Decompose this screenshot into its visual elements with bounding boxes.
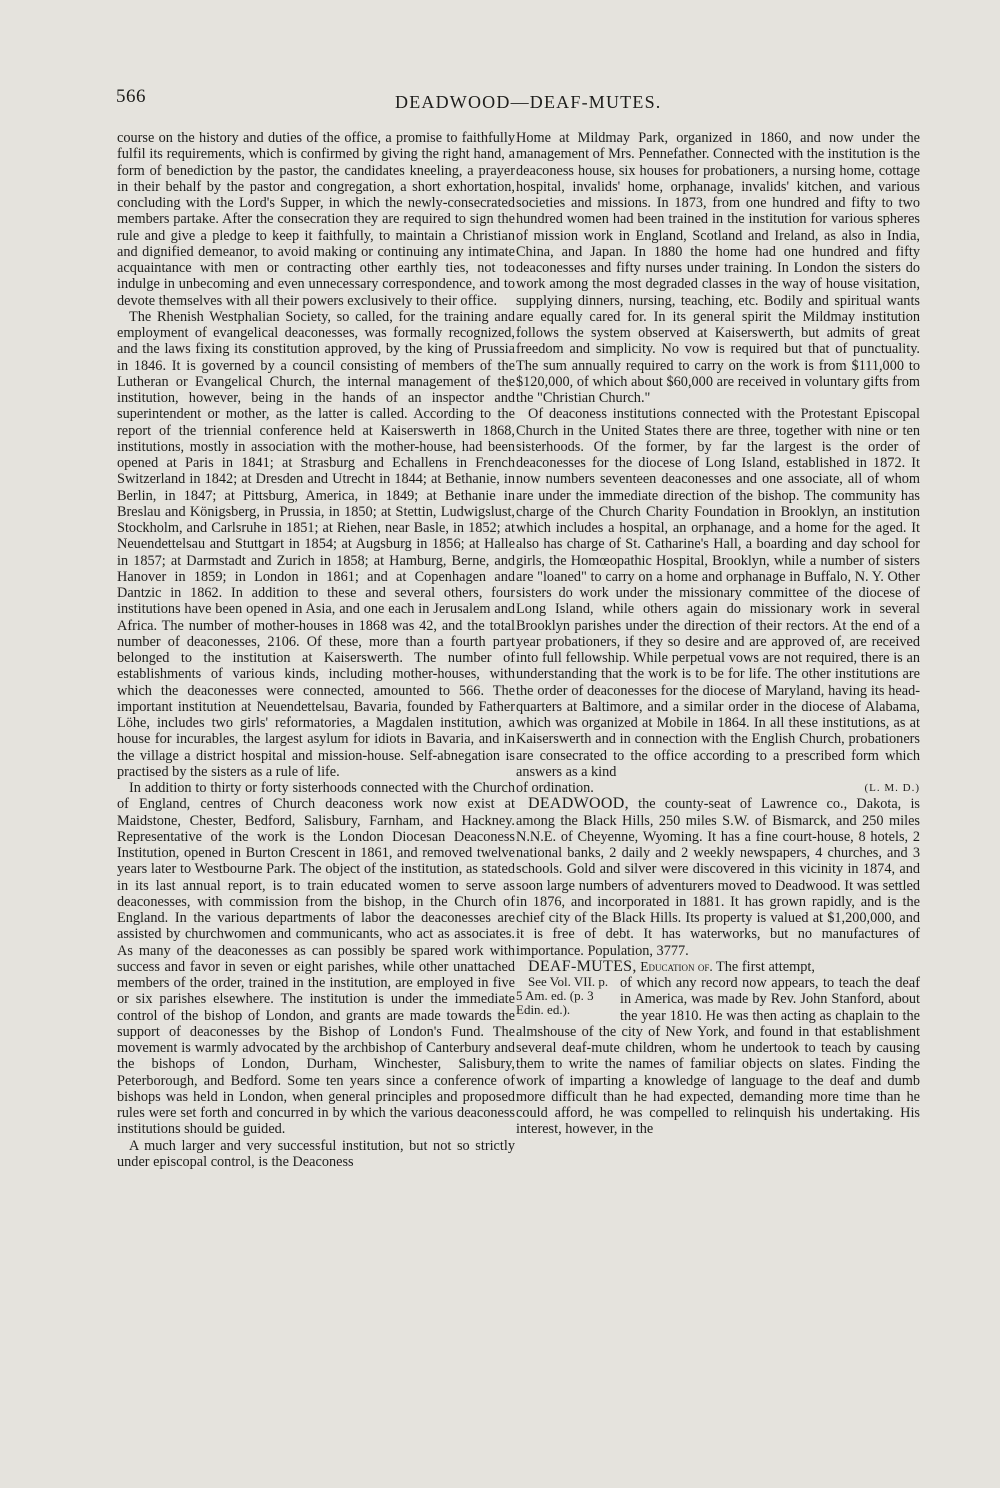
entry-deadwood <box>516 796 920 959</box>
author-signature: (L. M. D.) <box>864 782 920 794</box>
running-title: DEADWOOD—DEAF-MUTES. <box>395 92 662 112</box>
entry-heading: DEADWOOD, <box>528 795 629 813</box>
entry-heading: DEAF-MUTES, <box>528 957 637 975</box>
paragraph: The Rhenish Westphalian Society, so called, for the training and employment of evangelical deaconesses, was formally recognized, and the laws fixing its constitution approved, by the king of Prussia in 1846. It is governed by a council consisting of members of the Lutheran or Evangelical Church, the internal management of the institution, however, being in the hands of an inspector and superintendent or mother, as the latter is called. According to the report of the triennial conference held at Kaiserswerth in 1868, institutions, mostly in association with the mother-house, had been opened at Paris in 1841; at Strasburg and Echallens in French Switzerland in 1842; at Dresden and Utrecht in 1844; at Bethanie, in Berlin, in 1847; at Pittsburg, America, in 1849; at Bethanie in Breslau and Königsberg, in Prussia, in 1850; at Stettin, Ludwigslust, Stockholm, and Carlsruhe in 1851; at Riehen, near Basle, in 1852; at Neuendettelsau and Stuttgart in 1854; at Augsburg in 1856; at Halle in 1857; at Darmstadt and Zurich in 1858; at Hamburg, Berne, and Hanover in 1859; in London in 1861; and at Copenhagen and Dantzic in 1862. In addition to these and several others, four institutions have been opened in Asia, and one each in Jerusalem and Africa. The number of mother-houses in 1868 was 42, and the total number of deaconesses, 2106. Of these, more than a fourth part belonged to the institution at Kaiserswerth. The number of establishments of various kinds, including mother-houses, with which the deaconesses were connected, amounted to 566. The important institution at Neuendettelsau, Bavaria, founded by Father Löhe, includes two girls' reformatories, a Magdalen institution, a house for incurables, the largest asylum for idiots in Bavaria, and in the village a district hospital and mission-house. Self-abnegation is practised by the sisters as a rule of life. <box>117 308 515 780</box>
ordination-line <box>516 780 920 796</box>
paragraph: Of deaconess institutions connected with the Protestant Episcopal Church in the United States there are three, together with nine or ten sisterhoods. Of the former, by far the largest is the order of deaconesses for the diocese of Long Island, established in 1872. It now numbers seventeen deaconesses and one associate, all of whom are under the immediate direction of the bishop. The community has charge of the Church Charity Foundation in Brooklyn, an institution which includes a hospital, an orphanage, and a home for the aged. It also has charge of St. Catharine's Hall, a boarding and day school for girls, the Homœopathic Hospital, Brooklyn, while a number of sisters are "loaned" to carry on a home and orphanage in Buffalo, N. Y. Other sisters do work under the missionary committee of the diocese of Long Island, while others again do missionary work in several Brooklyn parishes under the direction of their rectors. At the end of a year probationers, if they so desire and are approved of, are received into full fellowship. While perpetual vows are not required, there is an understanding that the work is to be for life. The other institutions are the order of deaconesses for the diocese of Maryland, having its head-quarters at Baltimore, and a similar order in the diocese of Alabama, which was organized at Mobile in 1864. In all these institutions, as at Kaiserswerth and in connection with the English Church, probationers are consecrated to the office according to a prescribed form which answers as a kind <box>516 406 920 780</box>
margin-note: See Vol. VII. p. 5 Am. ed. (p. 3 Edin. ed.). <box>516 974 609 1018</box>
paragraph: Home at Mildmay Park, organized in 1860, and now under the management of Mrs. Pennefather. Connected with the institution is the deaconess house, six houses for probationers, a nursing home, cottage hospital, invalids' home, orphanage, invalids' kitchen, and various societies and missions. In 1873, from one hundred and fifty to two hundred women had been trained in the institution for various spheres of mission work in England, Scotland and Ireland, as also in India, China, and Japan. In 1880 the home had one hundred and fifty deaconesses and fifty nurses under training. In London the sisters do work among the most degraded classes in the way of house visitation, supplying dinners, nursing, teaching, etc. Bodily and spiritual wants are equally cared for. In its general spirit the Mildmay institution follows the system observed at Kaiserswerth, but admits of great freedom and simplicity. No vow is required but that of punctuality. The sum annually required to carry on the work is from $111,000 to $120,000, of which about $60,000 are received in voluntary gifts from the "Christian Church." <box>516 130 920 406</box>
paragraph: In addition to thirty or forty sisterhoods connected with the Church of England, centres of Church deaconess work now exist at Maidstone, Chester, Bedford, Salisbury, Farnham, and Hackney. Representative of the work is the London Diocesan Deaconess Institution, opened in Burton Crescent in 1861, and removed twelve years later to Westbourne Park. The object of the institution, as stated in its last annual report, is to train educated women to serve as deaconesses, with commission from the bishop, in the Church of England. In the various departments of labor the deaconesses are assisted by churchwomen and communicants, who act as associates. As many of the deaconesses as can possibly be spared work with success and favor in seven or eight parishes, while other unattached members of the order, trained in the institution, are employed in five or six parishes elsewhere. The institution is under the immediate control of the bishop of London, and grants are made towards the support of deaconesses by the Bishop of London's Fund. The movement is warmly advocated by the archbishop of Canterbury and the bishops of London, Durham, Winchester, Salisbury, Peterborough, and Bedford. Some ten years since a conference of bishops was held in London, when general principles and proposed rules were set forth and concurred in by which the various deaconess institutions should be guided. <box>117 780 515 1138</box>
entry-text: of which any record now appears, to teach the deaf in America, was made by Rev. John Stanford, about the year 1810. He was then acting as chaplain to the almshouse of the city of New York, and found in that establishment several deaf-mute children, whom he undertook to teach by causing them to write the names of familiar objects on slates. Finding the work of imparting a knowledge of language to the deaf and dumb more difficult than he had expected, demanding more time than he could afford, he was compelled to relinquish his undertaking. His interest, however, in the <box>516 975 920 1138</box>
paragraph: course on the history and duties of the office, a promise to faithfully fulfil its requirements, which is confirmed by giving the right hand, a form of benediction by the pastor, the candidates kneeling, a prayer in their behalf by the pastor and congregation, a short exhortation, concluding with the Lord's Supper, in which the newly-consecrated members partake. After the consecration they are required to sign the rule and give a pledge to keep it faithfully, to maintain a Christian and dignified demeanor, to avoid making or continuing any intimate acquaintance with men or contracting other earthly ties, not to indulge in unbecoming and even unnecessary correspondence, and to devote themselves with all their powers exclusively to their office. <box>117 130 515 309</box>
left-column <box>117 130 515 1170</box>
entry-text: the county-seat of Lawrence co., Dakota, is among the Black Hills, 250 miles S.W. of Bismarck, and 250 miles N.N.E. of Cheyenne, Wyoming. It has a fine court-house, 8 hotels, 2 national banks, 2 daily and 2 weekly newspapers, 4 churches, and 3 schools. Gold and silver were discovered in this vicinity in 1874, and soon large numbers of adventurers moved to Deadwood. It was settled in 1876, and incorporated in 1881. It has grown rapidly, and is the chief city of the Black Hills. Its property is valued at $1,200,000, and it is free of debt. It has waterworks, but no manufactures of importance. Population, 3777. <box>516 796 920 959</box>
paragraph-end: of ordination. <box>516 780 594 796</box>
entry-subheading: Education of. <box>640 958 713 974</box>
entry-deaf-mutes <box>516 959 920 1138</box>
entry-text-lead: The first attempt, <box>712 958 815 975</box>
paragraph: A much larger and very successful institution, but not so strictly under episcopal control, is the Deaconess <box>117 1137 515 1170</box>
page-number: 566 <box>116 86 146 107</box>
right-column <box>516 130 920 1138</box>
